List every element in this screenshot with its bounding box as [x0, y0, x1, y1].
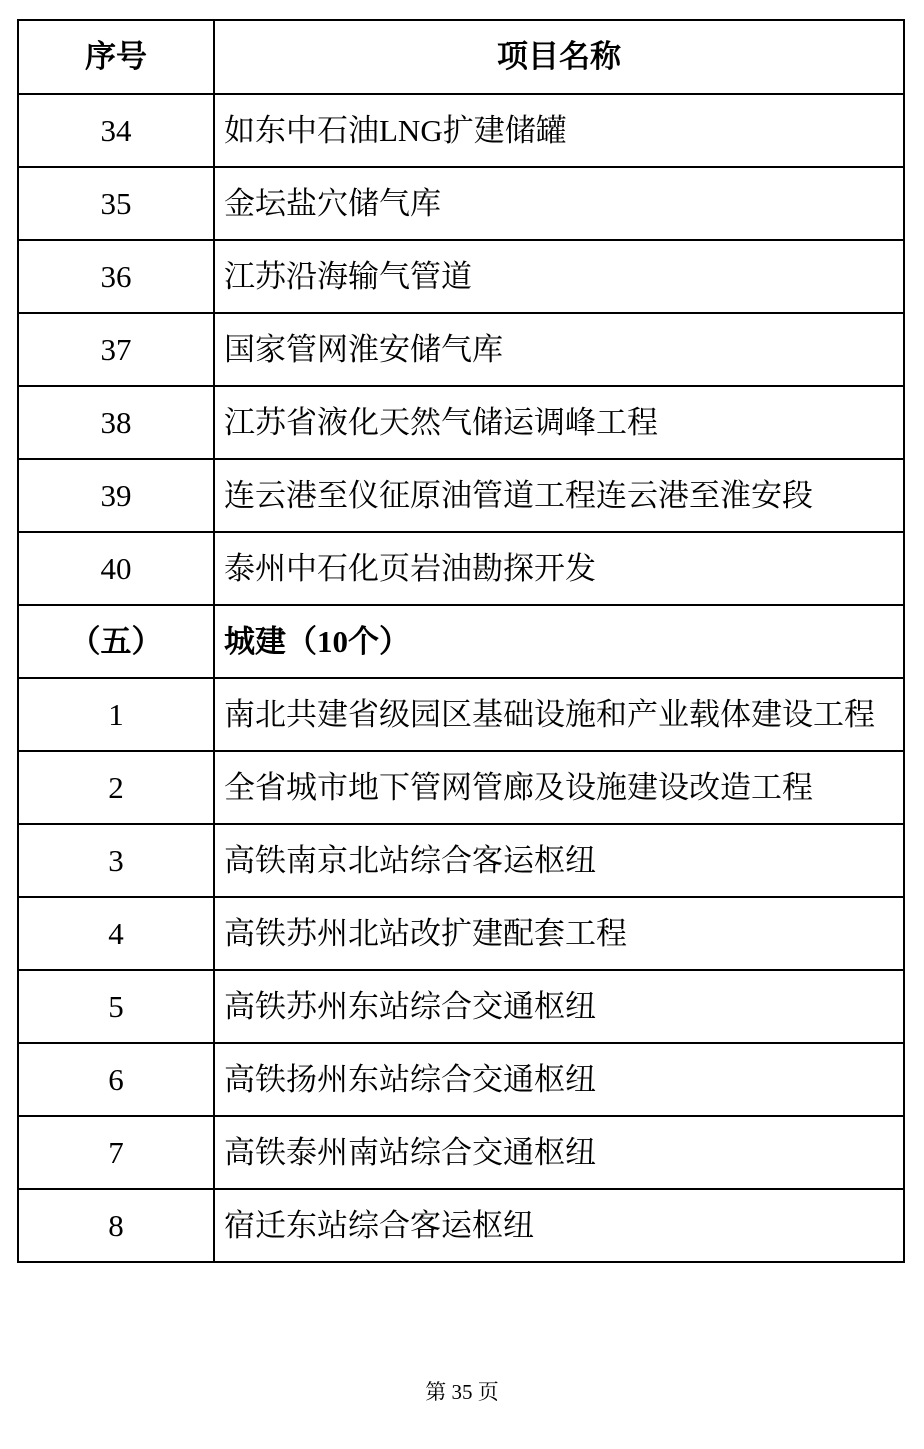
projects-table [17, 19, 905, 1263]
row-index-cell: 7 [18, 1116, 214, 1189]
project-name-cell: 连云港至仪征原油管道工程连云港至淮安段 [214, 459, 904, 532]
table-row [18, 532, 904, 605]
table-row [18, 751, 904, 824]
table-row [18, 313, 904, 386]
project-name-cell: 高铁扬州东站综合交通枢纽 [214, 1043, 904, 1116]
project-name-cell: 宿迁东站综合客运枢纽 [214, 1189, 904, 1262]
project-name-cell: 高铁苏州北站改扩建配套工程 [214, 897, 904, 970]
row-index-cell: 6 [18, 1043, 214, 1116]
row-index-cell: 3 [18, 824, 214, 897]
row-index-cell: 35 [18, 167, 214, 240]
column-header-project-name: 项目名称 [214, 20, 904, 94]
project-name-cell: 高铁泰州南站综合交通枢纽 [214, 1116, 904, 1189]
table-row [18, 897, 904, 970]
row-index-cell: 8 [18, 1189, 214, 1262]
row-index-cell: 36 [18, 240, 214, 313]
row-index-cell: 40 [18, 532, 214, 605]
row-index-cell: 5 [18, 970, 214, 1043]
table-row [18, 678, 904, 751]
projects-table-container [17, 19, 905, 1263]
row-index-cell: （五） [18, 605, 214, 678]
table-row [18, 386, 904, 459]
project-name-cell: 泰州中石化页岩油勘探开发 [214, 532, 904, 605]
project-name-cell: 全省城市地下管网管廊及设施建设改造工程 [214, 751, 904, 824]
row-index-cell: 39 [18, 459, 214, 532]
project-name-cell: 城建（10个） [214, 605, 904, 678]
row-index-cell: 37 [18, 313, 214, 386]
project-name-cell: 高铁南京北站综合客运枢纽 [214, 824, 904, 897]
project-name-cell: 江苏省液化天然气储运调峰工程 [214, 386, 904, 459]
table-row [18, 970, 904, 1043]
table-row [18, 94, 904, 167]
table-row [18, 1116, 904, 1189]
row-index-cell: 1 [18, 678, 214, 751]
table-row [18, 1043, 904, 1116]
project-name-cell: 江苏沿海输气管道 [214, 240, 904, 313]
table-row [18, 1189, 904, 1262]
table-row [18, 605, 904, 678]
row-index-cell: 2 [18, 751, 214, 824]
project-name-cell: 如东中石油LNG扩建储罐 [214, 94, 904, 167]
table-row [18, 459, 904, 532]
project-name-cell: 国家管网淮安储气库 [214, 313, 904, 386]
project-name-cell: 南北共建省级园区基础设施和产业载体建设工程 [214, 678, 904, 751]
table-body [18, 94, 904, 1262]
page-number-footer: 第 35 页 [425, 1380, 499, 1404]
table-row [18, 824, 904, 897]
project-name-cell: 高铁苏州东站综合交通枢纽 [214, 970, 904, 1043]
column-header-index: 序号 [18, 20, 214, 94]
table-header-row [18, 20, 904, 94]
row-index-cell: 4 [18, 897, 214, 970]
project-name-cell: 金坛盐穴储气库 [214, 167, 904, 240]
table-row [18, 167, 904, 240]
table-row [18, 240, 904, 313]
row-index-cell: 38 [18, 386, 214, 459]
row-index-cell: 34 [18, 94, 214, 167]
